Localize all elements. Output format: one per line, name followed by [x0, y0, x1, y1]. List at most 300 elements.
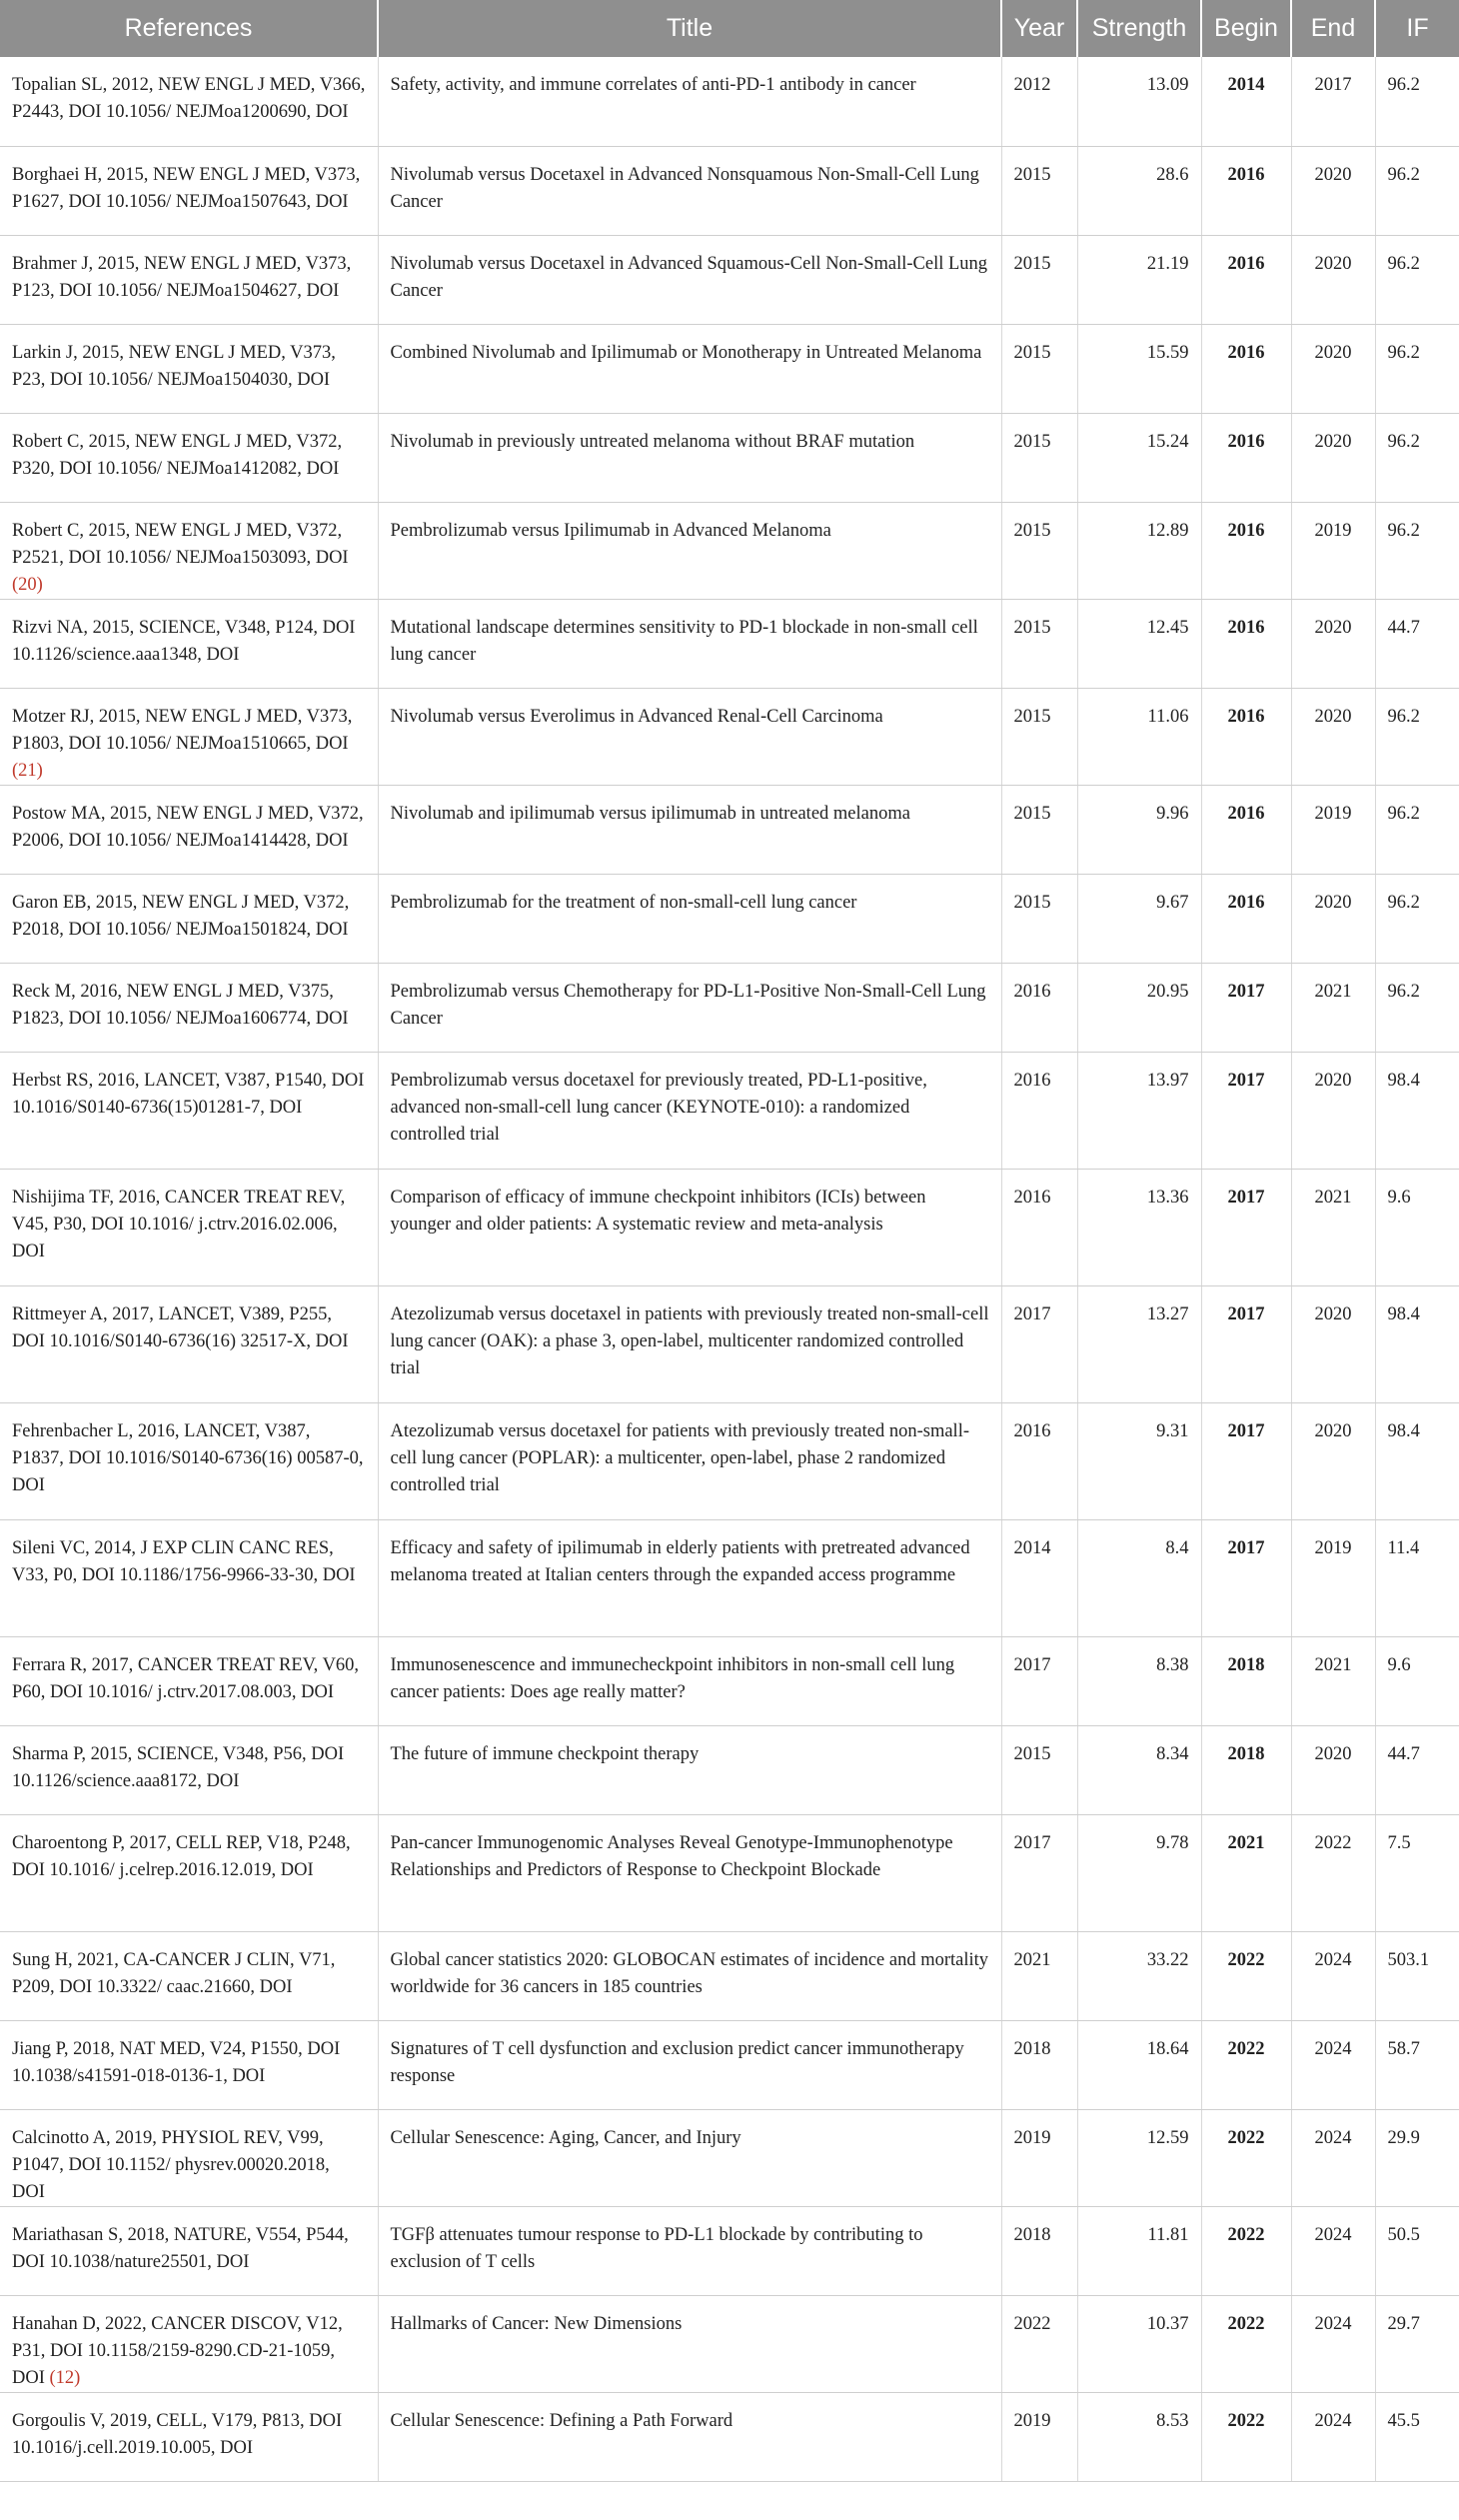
- ref-text: Fehrenbacher L, 2016, LANCET, V387, P1837, DOI 10.1016/S0140-6736(16) 00587-0, DOI: [12, 1420, 364, 1495]
- begin-text: 2014: [1227, 75, 1265, 95]
- year-cell: [1001, 146, 1077, 235]
- year-text: 2014: [1013, 1537, 1051, 1558]
- title-cell: [378, 688, 1001, 785]
- year-cell: [1001, 874, 1077, 963]
- title-text: Immunosenescence and immunecheckpoint inhibitors in non-small cell lung cancer patients: Does age really matter?: [390, 1654, 955, 1702]
- year-text: 2015: [1013, 342, 1051, 363]
- table-row: [0, 1052, 1459, 1169]
- title-text: Signatures of T cell dysfunction and exclusion predict cancer immunotherapy response: [390, 2038, 964, 2086]
- begin-cell: [1201, 324, 1291, 413]
- strength-cell: [1077, 2392, 1201, 2481]
- begin-cell: [1201, 57, 1291, 146]
- ref-text: Sharma P, 2015, SCIENCE, V348, P56, DOI 10.1126/science.aaa8172, DOI: [12, 1743, 345, 1791]
- begin-text: 2017: [1227, 1420, 1265, 1441]
- if-cell: [1375, 413, 1459, 502]
- title-cell: [378, 1169, 1001, 1285]
- if-text: 96.2: [1387, 253, 1420, 274]
- strength-cell: [1077, 1636, 1201, 1725]
- title-cell: [378, 1052, 1001, 1169]
- ref-cell: [0, 235, 378, 324]
- if-text: 96.2: [1387, 75, 1420, 95]
- strength-text: 11.81: [1147, 2224, 1189, 2245]
- ref-cell: [0, 146, 378, 235]
- header-references: References: [0, 0, 378, 57]
- strength-text: 9.78: [1156, 1832, 1189, 1853]
- ref-text: Rittmeyer A, 2017, LANCET, V389, P255, DOI 10.1016/S0140-6736(16) 32517-X, DOI: [12, 1303, 349, 1351]
- if-text: 96.2: [1387, 164, 1420, 185]
- reference-number-link[interactable]: (21): [12, 760, 43, 781]
- ref-cell: [0, 2295, 378, 2392]
- begin-text: 2022: [1227, 2127, 1265, 2148]
- strength-cell: [1077, 1519, 1201, 1636]
- begin-text: 2016: [1227, 706, 1265, 727]
- begin-text: 2022: [1227, 2038, 1265, 2059]
- ref-text: Topalian SL, 2012, NEW ENGL J MED, V366, P2443, DOI 10.1056/ NEJMoa1200690, DOI: [12, 75, 366, 122]
- end-cell: [1291, 1931, 1375, 2020]
- title-cell: [378, 324, 1001, 413]
- title-cell: [378, 146, 1001, 235]
- title-text: Nivolumab versus Everolimus in Advanced Renal-Cell Carcinoma: [390, 706, 883, 727]
- year-text: 2016: [1013, 1070, 1051, 1091]
- year-cell: [1001, 1725, 1077, 1814]
- if-cell: [1375, 2109, 1459, 2206]
- ref-text: Ferrara R, 2017, CANCER TREAT REV, V60, P60, DOI 10.1016/ j.ctrv.2017.08.003, DOI: [12, 1654, 360, 1702]
- if-cell: [1375, 1931, 1459, 2020]
- begin-cell: [1201, 1402, 1291, 1519]
- begin-text: 2018: [1227, 1654, 1265, 1675]
- title-text: Atezolizumab versus docetaxel for patients with previously treated non-small-cell lung cancer (POPLAR): a multicenter, open-label, phase 2 randomized controlled trial: [390, 1420, 969, 1495]
- strength-cell: [1077, 688, 1201, 785]
- header-end: End: [1291, 0, 1375, 57]
- title-text: TGFβ attenuates tumour response to PD-L1 blockade by contributing to exclusion of T cells: [390, 2224, 923, 2272]
- title-text: Comparison of efficacy of immune checkpoint inhibitors (ICIs) between younger and older patients: A systematic review and meta-analysis: [390, 1187, 926, 1235]
- if-text: 11.4: [1387, 1537, 1420, 1558]
- strength-text: 12.45: [1146, 617, 1189, 638]
- ref-cell: [0, 1052, 378, 1169]
- table-row: [0, 599, 1459, 688]
- if-text: 96.2: [1387, 342, 1420, 363]
- strength-text: 13.27: [1146, 1303, 1189, 1324]
- year-cell: [1001, 502, 1077, 599]
- end-text: 2020: [1314, 1420, 1352, 1441]
- if-text: 98.4: [1387, 1303, 1420, 1324]
- if-text: 29.7: [1387, 2313, 1420, 2334]
- end-text: 2020: [1314, 164, 1352, 185]
- ref-text: Brahmer J, 2015, NEW ENGL J MED, V373, P123, DOI 10.1056/ NEJMoa1504627, DOI: [12, 253, 352, 301]
- begin-text: 2022: [1227, 2410, 1265, 2431]
- end-text: 2021: [1314, 1187, 1352, 1208]
- strength-text: 13.97: [1146, 1070, 1189, 1091]
- end-text: 2024: [1314, 2127, 1352, 2148]
- end-cell: [1291, 2392, 1375, 2481]
- ref-cell: [0, 2020, 378, 2109]
- title-cell: [378, 1814, 1001, 1931]
- header-strength: Strength: [1077, 0, 1201, 57]
- table-row: [0, 963, 1459, 1052]
- end-cell: [1291, 1814, 1375, 1931]
- if-cell: [1375, 235, 1459, 324]
- begin-text: 2017: [1227, 1070, 1265, 1091]
- ref-cell: [0, 2109, 378, 2206]
- if-text: 45.5: [1387, 2410, 1420, 2431]
- title-cell: [378, 1285, 1001, 1402]
- ref-text: Postow MA, 2015, NEW ENGL J MED, V372, P2006, DOI 10.1056/ NEJMoa1414428, DOI: [12, 803, 364, 851]
- if-text: 503.1: [1387, 1949, 1430, 1970]
- strength-text: 11.06: [1147, 706, 1189, 727]
- if-cell: [1375, 1052, 1459, 1169]
- year-cell: [1001, 688, 1077, 785]
- strength-text: 8.4: [1165, 1537, 1189, 1558]
- if-cell: [1375, 963, 1459, 1052]
- ref-cell: [0, 57, 378, 146]
- title-text: The future of immune checkpoint therapy: [390, 1743, 700, 1764]
- end-text: 2021: [1314, 981, 1352, 1002]
- if-text: 98.4: [1387, 1420, 1420, 1441]
- table-row: [0, 688, 1459, 785]
- year-cell: [1001, 1814, 1077, 1931]
- if-cell: [1375, 874, 1459, 963]
- ref-text: Sileni VC, 2014, J EXP CLIN CANC RES, V33, P0, DOI 10.1186/1756-9966-33-30, DOI: [12, 1537, 356, 1585]
- table-row: [0, 2206, 1459, 2295]
- title-cell: [378, 599, 1001, 688]
- table-row: [0, 1931, 1459, 2020]
- ref-cell: [0, 2392, 378, 2481]
- table-row: [0, 324, 1459, 413]
- title-text: Nivolumab versus Docetaxel in Advanced Nonsquamous Non-Small-Cell Lung Cancer: [390, 164, 979, 212]
- end-text: 2024: [1314, 2224, 1352, 2245]
- strength-text: 28.6: [1156, 164, 1189, 185]
- reference-number-link[interactable]: (20): [12, 574, 43, 595]
- end-cell: [1291, 688, 1375, 785]
- title-cell: [378, 963, 1001, 1052]
- begin-cell: [1201, 146, 1291, 235]
- ref-text: Larkin J, 2015, NEW ENGL J MED, V373, P23, DOI 10.1056/ NEJMoa1504030, DOI: [12, 342, 336, 390]
- title-cell: [378, 57, 1001, 146]
- year-text: 2015: [1013, 164, 1051, 185]
- begin-text: 2018: [1227, 1743, 1265, 1764]
- end-cell: [1291, 874, 1375, 963]
- if-text: 96.2: [1387, 981, 1420, 1002]
- title-cell: [378, 2392, 1001, 2481]
- strength-text: 9.96: [1156, 803, 1189, 824]
- begin-cell: [1201, 1814, 1291, 1931]
- title-text: Pembrolizumab for the treatment of non-small-cell lung cancer: [390, 892, 857, 913]
- strength-cell: [1077, 324, 1201, 413]
- title-text: Pembrolizumab versus Chemotherapy for PD-L1-Positive Non-Small-Cell Lung Cancer: [390, 981, 986, 1029]
- end-cell: [1291, 2109, 1375, 2206]
- strength-text: 15.24: [1146, 431, 1189, 452]
- strength-cell: [1077, 235, 1201, 324]
- title-cell: [378, 1636, 1001, 1725]
- if-text: 98.4: [1387, 1070, 1420, 1091]
- table-row: [0, 1636, 1459, 1725]
- end-text: 2024: [1314, 1949, 1352, 1970]
- end-text: 2020: [1314, 342, 1352, 363]
- strength-text: 8.38: [1156, 1654, 1189, 1675]
- year-text: 2016: [1013, 1187, 1051, 1208]
- ref-cell: [0, 2206, 378, 2295]
- end-text: 2020: [1314, 253, 1352, 274]
- year-text: 2015: [1013, 617, 1051, 638]
- begin-text: 2016: [1227, 803, 1265, 824]
- end-text: 2020: [1314, 892, 1352, 913]
- end-text: 2022: [1314, 1832, 1352, 1853]
- title-text: Nivolumab and ipilimumab versus ipilimumab in untreated melanoma: [390, 803, 910, 824]
- end-text: 2017: [1314, 75, 1352, 95]
- end-cell: [1291, 1052, 1375, 1169]
- end-cell: [1291, 57, 1375, 146]
- end-text: 2019: [1314, 1537, 1352, 1558]
- end-text: 2024: [1314, 2410, 1352, 2431]
- strength-cell: [1077, 1725, 1201, 1814]
- if-cell: [1375, 1402, 1459, 1519]
- year-text: 2015: [1013, 520, 1051, 541]
- table-row: [0, 1814, 1459, 1931]
- year-cell: [1001, 324, 1077, 413]
- if-text: 96.2: [1387, 431, 1420, 452]
- ref-text: Sung H, 2021, CA-CANCER J CLIN, V71, P209, DOI 10.3322/ caac.21660, DOI: [12, 1949, 336, 1997]
- strength-text: 18.64: [1146, 2038, 1189, 2059]
- ref-cell: [0, 599, 378, 688]
- if-cell: [1375, 1519, 1459, 1636]
- end-cell: [1291, 1519, 1375, 1636]
- if-text: 96.2: [1387, 892, 1420, 913]
- begin-cell: [1201, 1052, 1291, 1169]
- table-row: [0, 57, 1459, 146]
- strength-cell: [1077, 1169, 1201, 1285]
- title-text: Efficacy and safety of ipilimumab in elderly patients with pretreated advanced melanoma treated at Italian centers through the expanded access programme: [390, 1537, 970, 1585]
- year-text: 2017: [1013, 1303, 1051, 1324]
- strength-cell: [1077, 57, 1201, 146]
- begin-cell: [1201, 2109, 1291, 2206]
- end-cell: [1291, 146, 1375, 235]
- if-cell: [1375, 57, 1459, 146]
- header-year: Year: [1001, 0, 1077, 57]
- if-text: 44.7: [1387, 1743, 1420, 1764]
- end-cell: [1291, 2295, 1375, 2392]
- year-text: 2019: [1013, 2410, 1051, 2431]
- strength-cell: [1077, 785, 1201, 874]
- title-cell: [378, 502, 1001, 599]
- if-cell: [1375, 1285, 1459, 1402]
- end-cell: [1291, 235, 1375, 324]
- table-row: [0, 2020, 1459, 2109]
- title-text: Pembrolizumab versus Ipilimumab in Advanced Melanoma: [390, 520, 831, 541]
- if-cell: [1375, 688, 1459, 785]
- year-text: 2015: [1013, 431, 1051, 452]
- reference-number-link[interactable]: (12): [49, 2367, 81, 2388]
- title-cell: [378, 1725, 1001, 1814]
- title-cell: [378, 2020, 1001, 2109]
- if-cell: [1375, 502, 1459, 599]
- strength-cell: [1077, 1931, 1201, 2020]
- if-cell: [1375, 1814, 1459, 1931]
- table-row: [0, 785, 1459, 874]
- table-row: [0, 1169, 1459, 1285]
- title-text: Pembrolizumab versus docetaxel for previously treated, PD-L1-positive, advanced non-small-cell lung cancer (KEYNOTE-010): a randomized controlled trial: [390, 1070, 927, 1145]
- ref-text: Hanahan D, 2022, CANCER DISCOV, V12, P31, DOI 10.1158/2159-8290.CD-21-1059, DOI: [12, 2313, 343, 2388]
- title-cell: [378, 1519, 1001, 1636]
- strength-text: 33.22: [1146, 1949, 1189, 1970]
- end-cell: [1291, 1402, 1375, 1519]
- table-row: [0, 235, 1459, 324]
- if-text: 58.7: [1387, 2038, 1420, 2059]
- header-row: [0, 0, 1459, 57]
- year-cell: [1001, 2109, 1077, 2206]
- year-cell: [1001, 1636, 1077, 1725]
- if-cell: [1375, 146, 1459, 235]
- end-text: 2024: [1314, 2038, 1352, 2059]
- begin-cell: [1201, 1636, 1291, 1725]
- end-text: 2019: [1314, 803, 1352, 824]
- if-text: 44.7: [1387, 617, 1420, 638]
- end-cell: [1291, 2020, 1375, 2109]
- title-text: Nivolumab in previously untreated melanoma without BRAF mutation: [390, 431, 915, 452]
- ref-text: Herbst RS, 2016, LANCET, V387, P1540, DOI 10.1016/S0140-6736(15)01281-7, DOI: [12, 1070, 365, 1118]
- table-row: [0, 146, 1459, 235]
- strength-cell: [1077, 1814, 1201, 1931]
- if-text: 7.5: [1387, 1832, 1411, 1853]
- end-cell: [1291, 324, 1375, 413]
- strength-cell: [1077, 2109, 1201, 2206]
- ref-text: Robert C, 2015, NEW ENGL J MED, V372, P320, DOI 10.1056/ NEJMoa1412082, DOI: [12, 431, 343, 479]
- year-text: 2017: [1013, 1832, 1051, 1853]
- strength-text: 15.59: [1146, 342, 1189, 363]
- end-text: 2019: [1314, 520, 1352, 541]
- strength-text: 13.09: [1146, 75, 1189, 95]
- title-cell: [378, 413, 1001, 502]
- strength-cell: [1077, 1402, 1201, 1519]
- ref-cell: [0, 502, 378, 599]
- begin-cell: [1201, 235, 1291, 324]
- strength-text: 10.37: [1146, 2313, 1189, 2334]
- table-row: [0, 413, 1459, 502]
- ref-text: Garon EB, 2015, NEW ENGL J MED, V372, P2018, DOI 10.1056/ NEJMoa1501824, DOI: [12, 892, 350, 940]
- year-text: 2021: [1013, 1949, 1051, 1970]
- ref-cell: [0, 1285, 378, 1402]
- year-text: 2022: [1013, 2313, 1051, 2334]
- title-text: Mutational landscape determines sensitivity to PD-1 blockade in non-small cell lung cancer: [390, 617, 978, 665]
- year-text: 2015: [1013, 706, 1051, 727]
- end-text: 2020: [1314, 1303, 1352, 1324]
- year-cell: [1001, 1285, 1077, 1402]
- end-cell: [1291, 599, 1375, 688]
- begin-cell: [1201, 785, 1291, 874]
- begin-text: 2021: [1227, 1832, 1265, 1853]
- title-text: Atezolizumab versus docetaxel in patients with previously treated non-small-cell lung cancer (OAK): a phase 3, open-label, multicenter randomized controlled trial: [390, 1303, 989, 1378]
- end-cell: [1291, 413, 1375, 502]
- if-text: 9.6: [1387, 1654, 1411, 1675]
- ref-cell: [0, 1169, 378, 1285]
- begin-text: 2016: [1227, 431, 1265, 452]
- end-text: 2020: [1314, 617, 1352, 638]
- strength-text: 8.53: [1156, 2410, 1189, 2431]
- ref-text: Nishijima TF, 2016, CANCER TREAT REV, V45, P30, DOI 10.1016/ j.ctrv.2016.02.006, DOI: [12, 1187, 346, 1261]
- end-cell: [1291, 502, 1375, 599]
- begin-text: 2016: [1227, 253, 1265, 274]
- year-cell: [1001, 1931, 1077, 2020]
- end-cell: [1291, 1636, 1375, 1725]
- strength-cell: [1077, 2020, 1201, 2109]
- begin-text: 2017: [1227, 1303, 1265, 1324]
- year-cell: [1001, 785, 1077, 874]
- ref-text: Motzer RJ, 2015, NEW ENGL J MED, V373, P1803, DOI 10.1056/ NEJMoa1510665, DOI: [12, 706, 353, 754]
- if-text: 96.2: [1387, 706, 1420, 727]
- strength-cell: [1077, 1052, 1201, 1169]
- strength-text: 9.67: [1156, 892, 1189, 913]
- end-text: 2020: [1314, 1070, 1352, 1091]
- strength-cell: [1077, 874, 1201, 963]
- year-cell: [1001, 2295, 1077, 2392]
- end-cell: [1291, 2206, 1375, 2295]
- title-cell: [378, 1931, 1001, 2020]
- title-cell: [378, 2206, 1001, 2295]
- begin-cell: [1201, 2392, 1291, 2481]
- table-row: [0, 1519, 1459, 1636]
- year-text: 2015: [1013, 892, 1051, 913]
- begin-text: 2017: [1227, 1187, 1265, 1208]
- table-row: [0, 874, 1459, 963]
- title-cell: [378, 2109, 1001, 2206]
- year-cell: [1001, 1169, 1077, 1285]
- year-text: 2018: [1013, 2224, 1051, 2245]
- ref-cell: [0, 688, 378, 785]
- title-cell: [378, 1402, 1001, 1519]
- strength-cell: [1077, 1285, 1201, 1402]
- table-row: [0, 2109, 1459, 2206]
- begin-text: 2022: [1227, 2224, 1265, 2245]
- end-text: 2021: [1314, 1654, 1352, 1675]
- table-row: [0, 2295, 1459, 2392]
- end-text: 2020: [1314, 706, 1352, 727]
- title-text: Pan-cancer Immunogenomic Analyses Reveal Genotype-Immunophenotype Relationships and Predictors of Response to Checkpoint Blockade: [390, 1832, 953, 1880]
- strength-text: 21.19: [1146, 253, 1189, 274]
- ref-text: Mariathasan S, 2018, NATURE, V554, P544, DOI 10.1038/nature25501, DOI: [12, 2224, 349, 2272]
- year-text: 2016: [1013, 1420, 1051, 1441]
- strength-cell: [1077, 2295, 1201, 2392]
- begin-cell: [1201, 874, 1291, 963]
- year-text: 2017: [1013, 1654, 1051, 1675]
- if-cell: [1375, 1636, 1459, 1725]
- table-row: [0, 2392, 1459, 2481]
- if-cell: [1375, 599, 1459, 688]
- strength-cell: [1077, 413, 1201, 502]
- begin-cell: [1201, 1931, 1291, 2020]
- title-text: Combined Nivolumab and Ipilimumab or Monotherapy in Untreated Melanoma: [390, 342, 982, 363]
- begin-cell: [1201, 1725, 1291, 1814]
- strength-cell: [1077, 502, 1201, 599]
- begin-cell: [1201, 2295, 1291, 2392]
- begin-cell: [1201, 1169, 1291, 1285]
- begin-text: 2022: [1227, 1949, 1265, 1970]
- year-cell: [1001, 1402, 1077, 1519]
- ref-cell: [0, 963, 378, 1052]
- strength-cell: [1077, 146, 1201, 235]
- if-cell: [1375, 2392, 1459, 2481]
- if-text: 96.2: [1387, 520, 1420, 541]
- table-row: [0, 1725, 1459, 1814]
- year-cell: [1001, 2020, 1077, 2109]
- title-text: Hallmarks of Cancer: New Dimensions: [390, 2313, 683, 2334]
- ref-cell: [0, 324, 378, 413]
- year-text: 2016: [1013, 981, 1051, 1002]
- begin-cell: [1201, 963, 1291, 1052]
- if-cell: [1375, 2020, 1459, 2109]
- title-cell: [378, 785, 1001, 874]
- begin-cell: [1201, 502, 1291, 599]
- year-text: 2015: [1013, 1743, 1051, 1764]
- end-cell: [1291, 1169, 1375, 1285]
